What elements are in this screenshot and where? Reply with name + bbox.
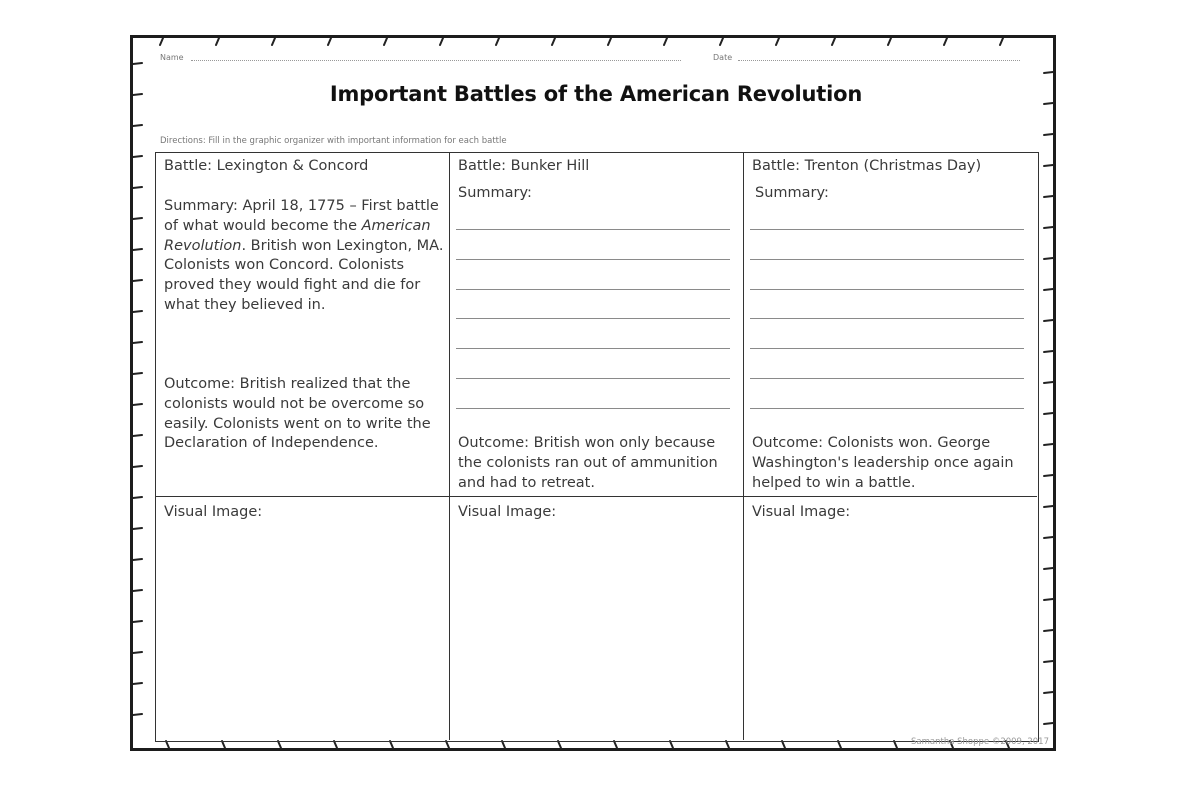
directions-text: Directions: Fill in the graphic organizer with important information for each battle: [160, 136, 507, 146]
border-tick: [894, 741, 897, 748]
date-label: Date: [713, 53, 733, 62]
border-tick: [832, 38, 835, 45]
border-tick: [133, 497, 142, 498]
outcome-lexington: Outcome: British realized that the colonists would not be overcome so easily. Colonists went on to write the Declaration of Independence.: [164, 376, 431, 452]
border-tick: [133, 404, 142, 405]
border-tick: [133, 559, 142, 560]
writing-line: [750, 318, 1024, 319]
border-tick: [222, 741, 225, 748]
border-tick: [133, 280, 142, 281]
row-divider: [156, 496, 1037, 497]
writing-line: [456, 408, 730, 409]
border-tick: [1044, 258, 1053, 259]
writing-line: [456, 348, 730, 349]
border-tick: [496, 38, 499, 45]
border-tick: [1044, 692, 1053, 693]
copyright-credit: Samantha Shoppe ©2009, 2017: [911, 737, 1049, 747]
border-tick: [133, 435, 142, 436]
border-tick: [608, 38, 611, 45]
border-tick: [888, 38, 891, 45]
border-tick: [133, 311, 142, 312]
battle-title-bunker-hill: Battle: Bunker Hill: [458, 158, 590, 174]
border-tick: [133, 528, 142, 529]
border-tick: [1044, 289, 1053, 290]
writing-line: [750, 229, 1024, 230]
visual-image-label: Visual Image:: [458, 504, 557, 520]
border-tick: [502, 741, 505, 748]
border-tick: [1044, 537, 1053, 538]
border-tick: [558, 741, 561, 748]
visual-image-box-lexington[interactable]: [158, 525, 446, 737]
border-tick: [133, 466, 142, 467]
name-label: Name: [160, 53, 184, 62]
battle-title-lexington: Battle: Lexington & Concord: [164, 158, 369, 174]
border-tick: [1044, 661, 1053, 662]
border-tick: [552, 38, 555, 45]
border-tick: [133, 652, 142, 653]
border-tick: [1044, 227, 1053, 228]
border-tick: [1044, 196, 1053, 197]
border-tick: [720, 38, 723, 45]
visual-image-label: Visual Image:: [164, 504, 263, 520]
page-title: Important Battles of the American Revolution: [329, 82, 863, 106]
column-divider: [449, 153, 450, 740]
border-tick: [133, 187, 142, 188]
border-tick: [166, 741, 169, 748]
border-tick: [328, 38, 331, 45]
border-tick: [782, 741, 785, 748]
writing-line: [456, 289, 730, 290]
border-tick: [446, 741, 449, 748]
border-tick: [390, 741, 393, 748]
date-field[interactable]: [738, 60, 1020, 61]
border-tick: [133, 218, 142, 219]
visual-image-label: Visual Image:: [752, 504, 851, 520]
border-tick: [664, 38, 667, 45]
border-tick: [133, 63, 142, 64]
border-tick: [1044, 413, 1053, 414]
writing-line: [750, 378, 1024, 379]
border-tick: [1044, 351, 1053, 352]
border-tick: [1044, 165, 1053, 166]
summary-label-trenton: Summary:: [755, 185, 829, 201]
border-tick: [1044, 382, 1053, 383]
border-tick: [670, 741, 673, 748]
border-tick: [278, 741, 281, 748]
border-tick: [216, 38, 219, 45]
writing-line: [456, 318, 730, 319]
summary-label-bunker-hill: Summary:: [458, 185, 532, 201]
border-tick: [133, 621, 142, 622]
writing-line: [456, 229, 730, 230]
border-tick: [334, 741, 337, 748]
border-tick: [160, 38, 163, 45]
border-tick: [384, 38, 387, 45]
border-tick: [272, 38, 275, 45]
border-tick: [726, 741, 729, 748]
border-tick: [1044, 568, 1053, 569]
border-tick: [440, 38, 443, 45]
border-tick: [1044, 134, 1053, 135]
graphic-organizer: [155, 152, 1039, 742]
border-tick: [1000, 38, 1003, 45]
border-tick: [133, 249, 142, 250]
writing-line: [456, 378, 730, 379]
writing-line: [750, 259, 1024, 260]
border-tick: [1044, 630, 1053, 631]
border-tick: [944, 38, 947, 45]
border-tick: [133, 590, 142, 591]
battle-title-trenton: Battle: Trenton (Christmas Day): [752, 158, 982, 174]
border-tick: [1044, 444, 1053, 445]
summary-lexington: Summary: April 18, 1775 – First battle of what would become the American Revolution. British won Lexington, MA. Colonists won Concord. Colonists proved they would fight and die for what they believed in.: [164, 198, 444, 313]
outcome-bunker-hill: Outcome: British won only because the colonists ran out of ammunition and had to retreat.: [458, 435, 718, 491]
visual-image-box-bunker-hill[interactable]: [452, 525, 740, 737]
border-tick: [133, 125, 142, 126]
writing-line: [456, 259, 730, 260]
border-tick: [1044, 599, 1053, 600]
outcome-trenton: Outcome: Colonists won. George Washington's leadership once again helped to win a battle.: [752, 435, 1014, 491]
border-tick: [776, 38, 779, 45]
border-tick: [133, 156, 142, 157]
writing-line: [750, 408, 1024, 409]
border-tick: [1044, 506, 1053, 507]
border-tick: [1044, 72, 1053, 73]
border-tick: [133, 714, 142, 715]
writing-line: [750, 348, 1024, 349]
border-tick: [133, 683, 142, 684]
writing-line: [750, 289, 1024, 290]
worksheet-frame: [130, 35, 1056, 751]
border-tick: [1044, 475, 1053, 476]
border-tick: [614, 741, 617, 748]
name-field[interactable]: [191, 60, 681, 61]
border-tick: [1044, 723, 1053, 724]
visual-image-box-trenton[interactable]: [746, 525, 1034, 737]
border-tick: [133, 342, 142, 343]
column-divider: [743, 153, 744, 740]
border-tick: [133, 373, 142, 374]
border-tick: [838, 741, 841, 748]
border-tick: [1044, 320, 1053, 321]
